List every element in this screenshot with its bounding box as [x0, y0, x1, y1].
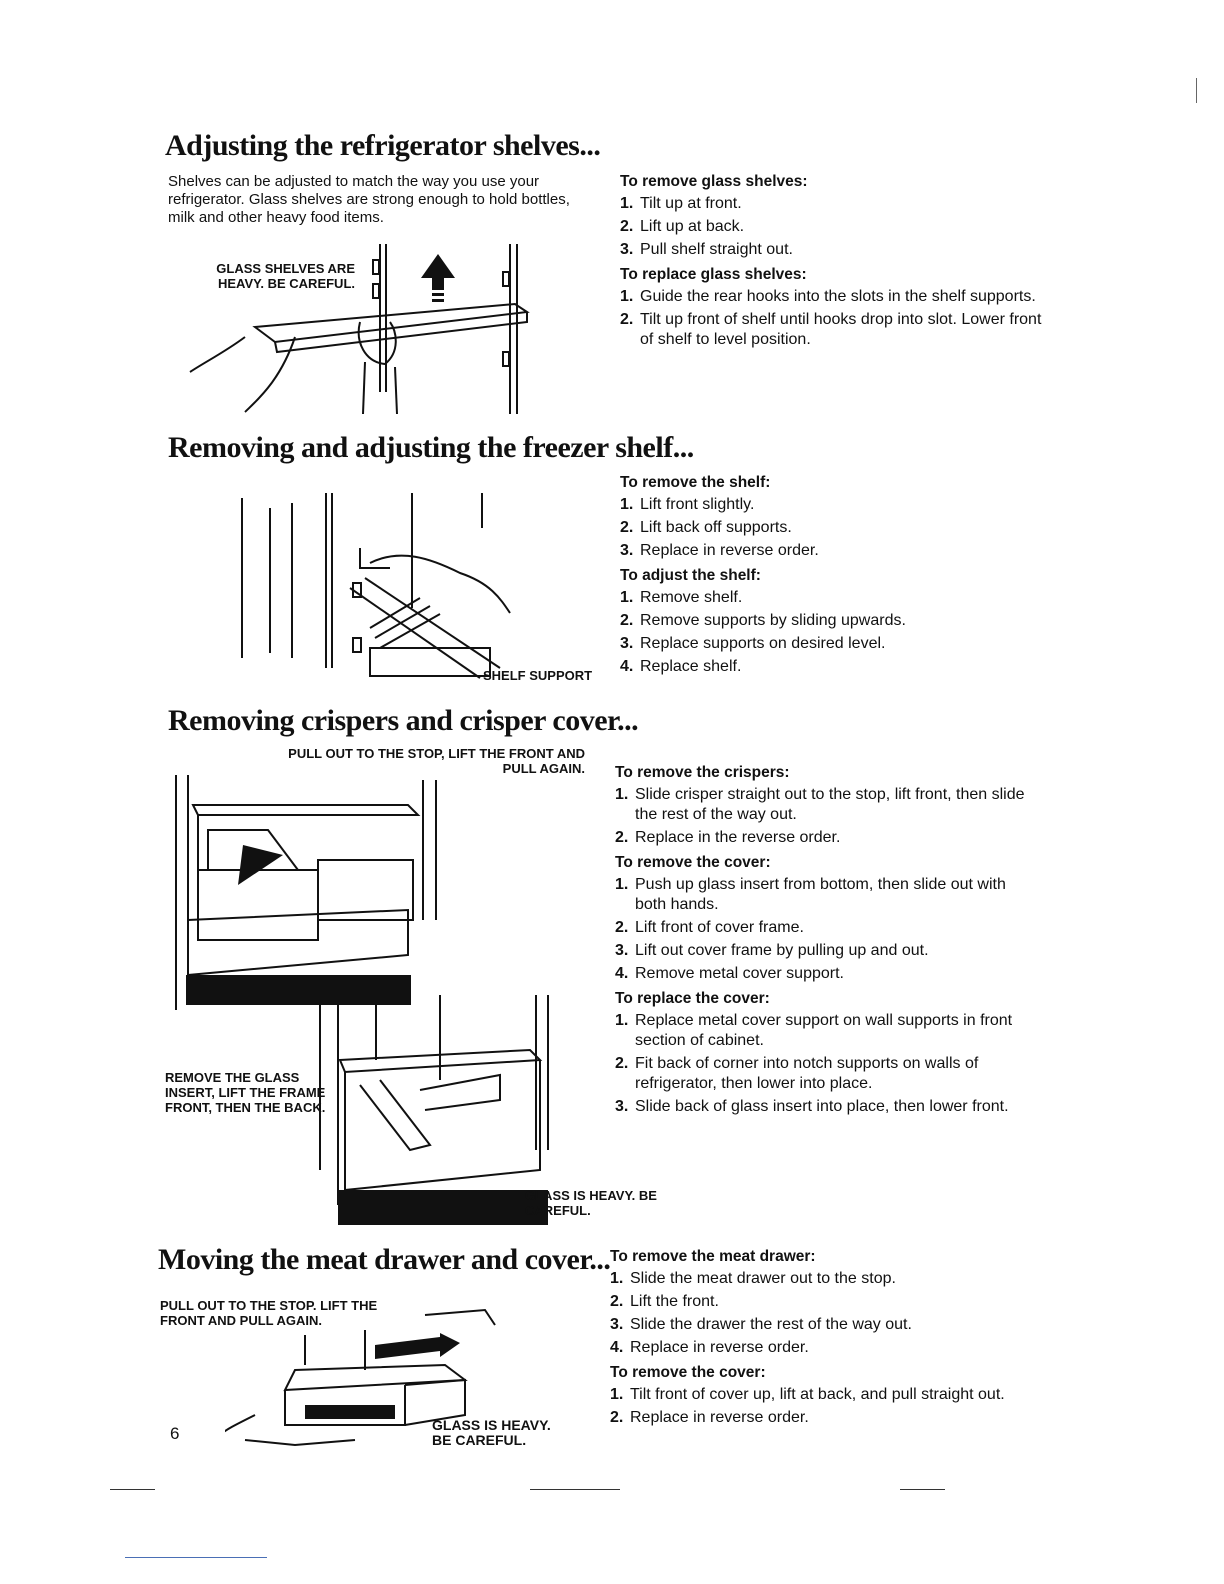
freezer-title: Removing and adjusting the freezer shelf...	[168, 431, 694, 464]
shelves-caption: GLASS SHELVES ARE HEAVY. BE CAREFUL.	[216, 261, 355, 291]
crispers-caption-left: REMOVE THE GLASS INSERT, LIFT THE FRAME FRONT, THEN THE BACK.	[165, 1070, 326, 1115]
list-item: 1. Guide the rear hooks into the slots in the shelf supports.	[620, 288, 1036, 305]
list-item: 1. Tilt up at front.	[620, 195, 742, 212]
freezer-shelf-illustration	[230, 488, 520, 688]
meat-instructions	[610, 1248, 1040, 1434]
list-item: 1. Slide crisper straight out to the stop, lift front, then slide the rest of the way out.	[615, 786, 1025, 823]
crispers-title: Removing crispers and crisper cover...	[168, 704, 639, 737]
list-item: 1. Slide the meat drawer out to the stop.	[610, 1270, 896, 1287]
adjust-shelf-heading: To adjust the shelf:	[620, 567, 761, 584]
crisper-drawer-illustration	[168, 770, 458, 1015]
remove-crispers-heading: To remove the crispers:	[615, 764, 790, 781]
crispers-caption-bottom: GLASS IS HEAVY. BE CAREFUL.	[525, 1188, 657, 1218]
list-item: 3. Slide back of glass insert into place, then lower front.	[615, 1098, 1009, 1115]
list-item: 3. Pull shelf straight out.	[620, 241, 793, 258]
remove-cover-heading: To remove the cover:	[615, 854, 771, 871]
shelves-title: Adjusting the refrigerator shelves...	[165, 129, 601, 162]
list-item: 4. Replace in reverse order.	[610, 1339, 809, 1356]
list-item: 1. Remove shelf.	[620, 589, 743, 606]
meat-caption-bottom: GLASS IS HEAVY. BE CAREFUL.	[432, 1417, 551, 1448]
margin-mark	[1196, 78, 1197, 103]
list-item: 2. Lift front of cover frame.	[615, 919, 804, 936]
remove-meat-drawer-heading: To remove the meat drawer:	[610, 1248, 816, 1265]
footer-blue-rule	[125, 1557, 267, 1558]
freezer-instructions	[620, 474, 1050, 683]
footer-rule-left	[110, 1489, 155, 1490]
list-item: 2. Lift the front.	[610, 1293, 719, 1310]
shelf-support-caption: SHELF SUPPORT	[483, 668, 593, 683]
list-item: 3. Lift out cover frame by pulling up and out.	[615, 942, 929, 959]
list-item: 2. Remove supports by sliding upwards.	[620, 612, 906, 629]
list-item: 2. Fit back of corner into notch supports on walls of refrigerator, then lower into place.	[615, 1055, 979, 1092]
replace-glass-shelves-heading: To replace glass shelves:	[620, 266, 807, 283]
meat-title: Moving the meat drawer and cover...	[158, 1243, 611, 1276]
list-item: 2. Replace in the reverse order.	[615, 829, 841, 846]
remove-meat-cover-heading: To remove the cover:	[610, 1364, 766, 1381]
list-item: 3. Replace in reverse order.	[620, 542, 819, 559]
list-item: 1. Lift front slightly.	[620, 496, 755, 513]
crispers-caption-top: PULL OUT TO THE STOP, LIFT THE FRONT AND PULL AGAIN.	[288, 746, 585, 776]
list-item: 4. Replace shelf.	[620, 658, 742, 675]
replace-cover-heading: To replace the cover:	[615, 990, 770, 1007]
list-item: 1. Push up glass insert from bottom, then slide out with both hands.	[615, 876, 1006, 913]
list-item: 3. Slide the drawer the rest of the way out.	[610, 1316, 912, 1333]
list-item: 1. Tilt front of cover up, lift at back, and pull straight out.	[610, 1386, 1005, 1403]
footer-rule-right	[900, 1489, 945, 1490]
list-item: 2. Replace in reverse order.	[610, 1409, 809, 1426]
remove-shelf-heading: To remove the shelf:	[620, 474, 771, 491]
meat-caption-top: PULL OUT TO THE STOP. LIFT THE FRONT AND PULL AGAIN.	[160, 1298, 378, 1328]
list-item: 3. Replace supports on desired level.	[620, 635, 886, 652]
list-item: 4. Remove metal cover support.	[615, 965, 844, 982]
list-item: 1. Replace metal cover support on wall supports in front section of cabinet.	[615, 1012, 1013, 1049]
list-item: 2. Lift back off supports.	[620, 519, 792, 536]
remove-glass-shelves-heading: To remove glass shelves:	[620, 173, 808, 190]
list-item: 2. Lift up at back.	[620, 218, 745, 235]
crispers-instructions	[615, 764, 1040, 1123]
footer-rule-center	[530, 1489, 620, 1490]
shelves-instructions	[620, 173, 1050, 356]
list-item: 2. Tilt up front of shelf until hooks drop into slot. Lower front of shelf to level position.	[620, 311, 1042, 348]
shelves-intro: Shelves can be adjusted to match the way you use your refrigerator. Glass shelves are strong enough to hold bottles, milk and other heavy food items.	[168, 173, 570, 226]
page-number: 6	[170, 1424, 180, 1443]
